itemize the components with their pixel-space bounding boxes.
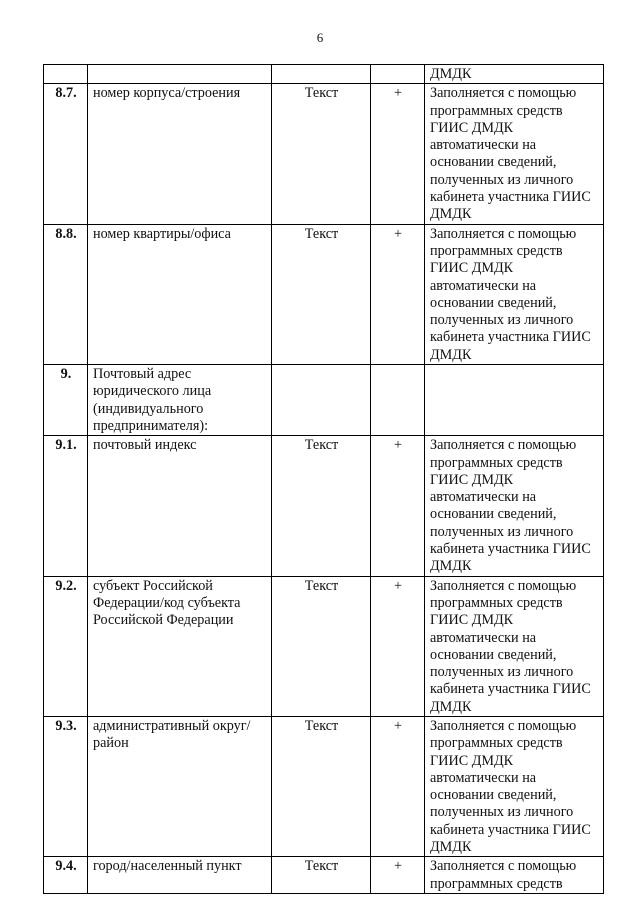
row-number xyxy=(44,65,88,84)
field-name: номер корпуса/строения xyxy=(88,84,272,224)
required-mark: + xyxy=(371,224,425,364)
field-note: Заполняется с помощью программных средств ГИИС ДМДК автоматически на основании сведений, полученных из личного кабинета участника ГИИС ДМДК xyxy=(425,716,604,856)
field-name: административный округ/ район xyxy=(88,716,272,856)
field-name xyxy=(88,65,272,84)
required-mark: + xyxy=(371,436,425,576)
field-note: Заполняется с помощью программных средств xyxy=(425,857,604,894)
field-type: Текст xyxy=(272,436,371,576)
field-name: субъект Российской Федерации/код субъекта Российской Федерации xyxy=(88,576,272,716)
required-mark: + xyxy=(371,84,425,224)
table-row xyxy=(44,224,604,364)
page-number: 6 xyxy=(316,30,324,45)
required-mark: + xyxy=(371,716,425,856)
field-note xyxy=(425,365,604,436)
field-name: город/населенный пункт xyxy=(88,857,272,894)
field-name: почтовый индекс xyxy=(88,436,272,576)
field-note: Заполняется с помощью программных средств ГИИС ДМДК автоматически на основании сведений, полученных из личного кабинета участника ГИИС ДМДК xyxy=(425,84,604,224)
field-type: Текст xyxy=(272,716,371,856)
row-number: 9.3. xyxy=(44,716,88,856)
field-type xyxy=(272,365,371,436)
field-note: ДМДК xyxy=(425,65,604,84)
row-number: 9.2. xyxy=(44,576,88,716)
table-row xyxy=(44,365,604,436)
field-type: Текст xyxy=(272,576,371,716)
table-row xyxy=(44,84,604,224)
row-number: 8.7. xyxy=(44,84,88,224)
row-number: 8.8. xyxy=(44,224,88,364)
field-type: Текст xyxy=(272,857,371,894)
row-number: 9.1. xyxy=(44,436,88,576)
field-note: Заполняется с помощью программных средств ГИИС ДМДК автоматически на основании сведений, полученных из личного кабинета участника ГИИС ДМДК xyxy=(425,576,604,716)
required-mark: + xyxy=(371,857,425,894)
table-row xyxy=(44,716,604,856)
field-note: Заполняется с помощью программных средств ГИИС ДМДК автоматически на основании сведений, полученных из личного кабинета участника ГИИС ДМДК xyxy=(425,224,604,364)
required-mark xyxy=(371,365,425,436)
field-type xyxy=(272,65,371,84)
row-number: 9. xyxy=(44,365,88,436)
field-name: Почтовый адрес юридического лица (индивидуального предпринимателя): xyxy=(88,365,272,436)
table-row xyxy=(44,857,604,894)
row-number: 9.4. xyxy=(44,857,88,894)
field-type: Текст xyxy=(272,224,371,364)
requirements-table xyxy=(43,64,604,894)
table-row xyxy=(44,65,604,84)
field-note: Заполняется с помощью программных средств ГИИС ДМДК автоматически на основании сведений, полученных из личного кабинета участника ГИИС ДМДК xyxy=(425,436,604,576)
field-name: номер квартиры/офиса xyxy=(88,224,272,364)
field-type: Текст xyxy=(272,84,371,224)
required-mark: + xyxy=(371,576,425,716)
table-row xyxy=(44,576,604,716)
table-row xyxy=(44,436,604,576)
required-mark xyxy=(371,65,425,84)
